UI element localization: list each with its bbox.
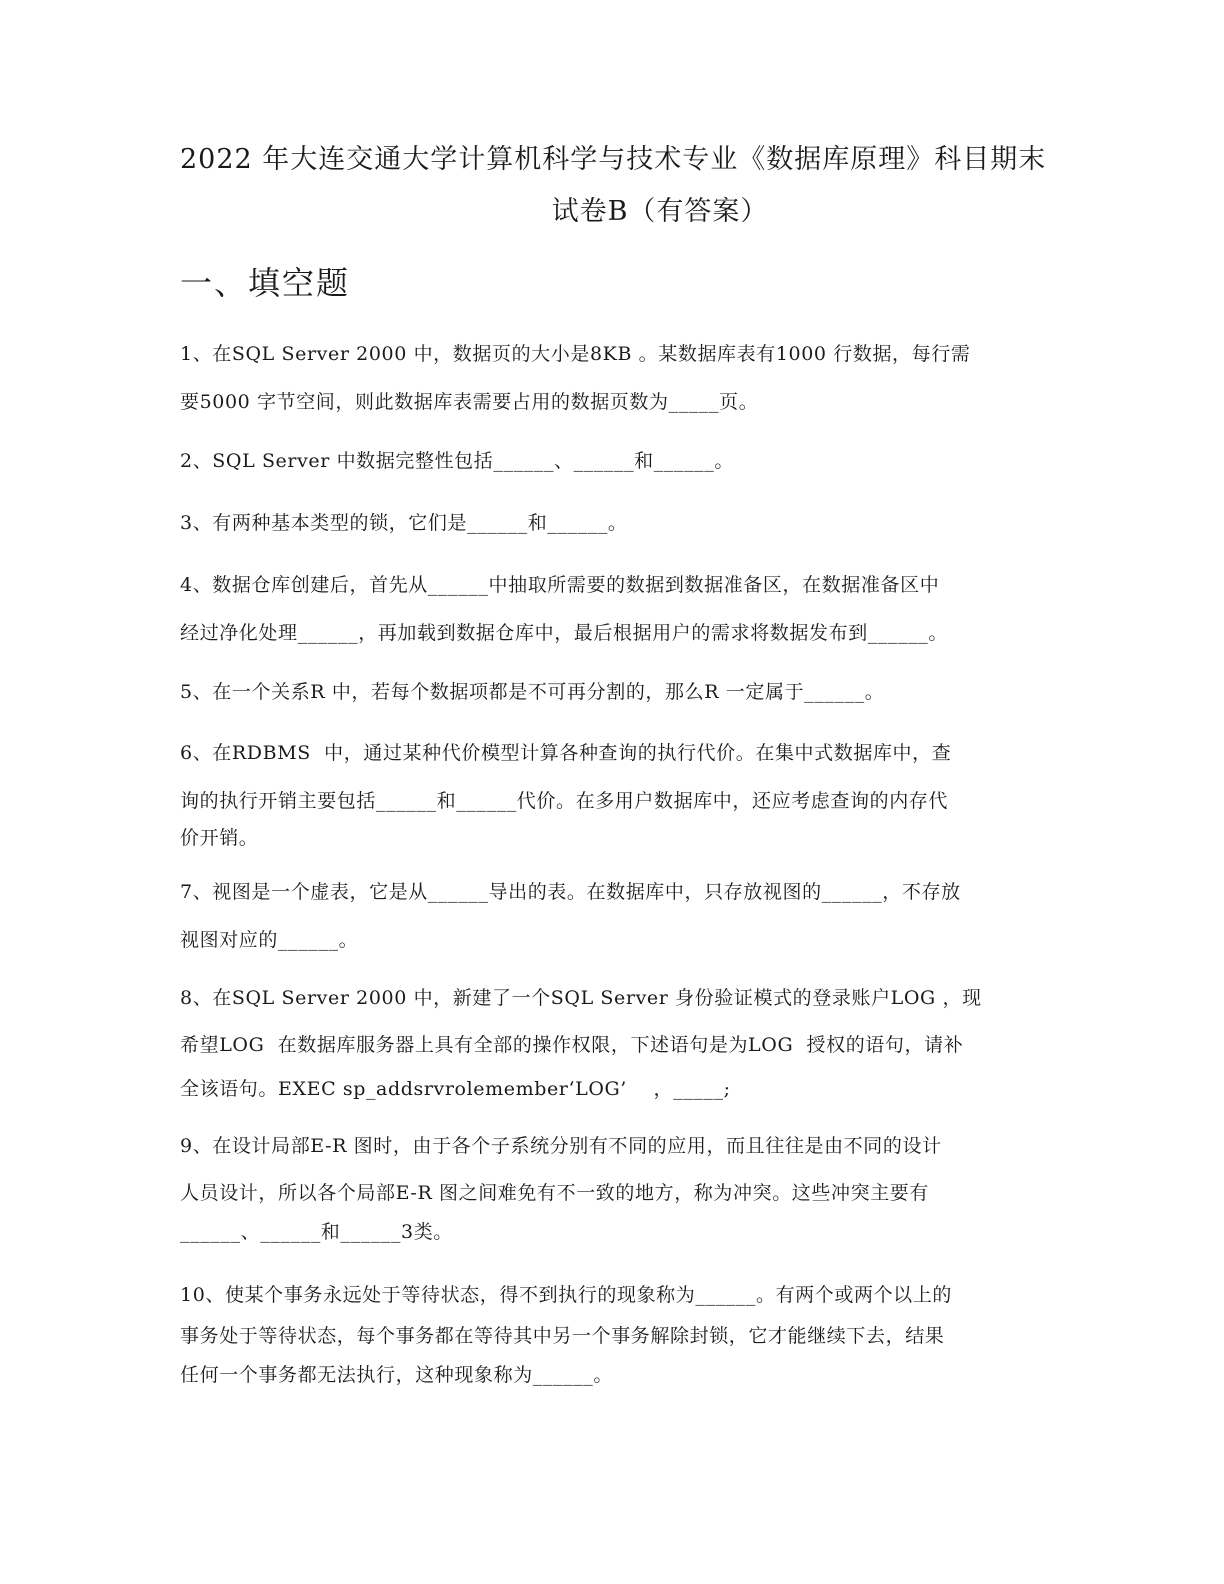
question-6-line-3: 价开销。 xyxy=(180,827,259,849)
question-9-line-1: 9、在设计局部E-R 图时，由于各个子系统分别有不同的应用，而且往往是由不同的设计 xyxy=(180,1135,942,1157)
question-6-line-1: 6、在RDBMS 中，通过某种代价模型计算各种查询的执行代价。在集中式数据库中，查 xyxy=(180,742,952,764)
question-7-line-2: 视图对应的______。 xyxy=(180,929,359,951)
question-5-line-1: 5、在一个关系R 中，若每个数据项都是不可再分割的，那么R 一定属于______。 xyxy=(180,681,885,703)
question-10-line-3: 任何一个事务都无法执行，这种现象称为______。 xyxy=(180,1364,614,1386)
document-title-line-2: 试卷B（有答案） xyxy=(551,196,769,227)
question-1-line-2: 要5000 字节空间，则此数据库表需要占用的数据页数为_____页。 xyxy=(180,391,759,413)
question-2-line-1: 2、SQL Server 中数据完整性包括______、______和______。 xyxy=(180,450,734,472)
question-10-line-1: 10、使某个事务永远处于等待状态，得不到执行的现象称为______。有两个或两个以上的 xyxy=(180,1284,952,1306)
question-7-line-1: 7、视图是一个虚表，它是从______导出的表。在数据库中，只存放视图的______，不存放 xyxy=(180,881,961,903)
question-6-line-2: 询的执行开销主要包括______和______代价。在多用户数据库中，还应考虑查询的内存代 xyxy=(180,790,949,812)
question-3-line-1: 3、有两种基本类型的锁，它们是______和______。 xyxy=(180,512,628,534)
question-4-line-1: 4、数据仓库创建后，首先从______中抽取所需要的数据到数据准备区，在数据准备区中 xyxy=(180,574,940,596)
document-title-line-1: 2022 年大连交通大学计算机科学与技术专业《数据库原理》科目期末 xyxy=(180,144,1047,175)
question-1-line-1: 1、在SQL Server 2000 中，数据页的大小是8KB 。某数据库表有1000 行数据，每行需 xyxy=(180,343,971,365)
question-9-line-2: 人员设计，所以各个局部E-R 图之间难免有不一致的地方，称为冲突。这些冲突主要有 xyxy=(180,1182,929,1204)
section-heading-fill-in-blank: 一、填空题 xyxy=(180,264,351,302)
question-9-line-3: ______、______和______3类。 xyxy=(180,1221,453,1243)
question-8-line-3: 全该语句。EXEC sp_addsrvrolemember‘LOG’ ，_____; xyxy=(180,1078,731,1100)
question-10-line-2: 事务处于等待状态，每个事务都在等待其中另一个事务解除封锁，它才能继续下去，结果 xyxy=(180,1325,945,1347)
question-4-line-2: 经过净化处理______，再加载到数据仓库中，最后根据用户的需求将数据发布到______。 xyxy=(180,622,949,644)
question-8-line-2: 希望LOG 在数据库服务器上具有全部的操作权限，下述语句是为LOG 授权的语句，请补 xyxy=(180,1034,964,1056)
question-8-line-1: 8、在SQL Server 2000 中，新建了一个SQL Server 身份验证模式的登录账户LOG ，现 xyxy=(180,987,982,1009)
